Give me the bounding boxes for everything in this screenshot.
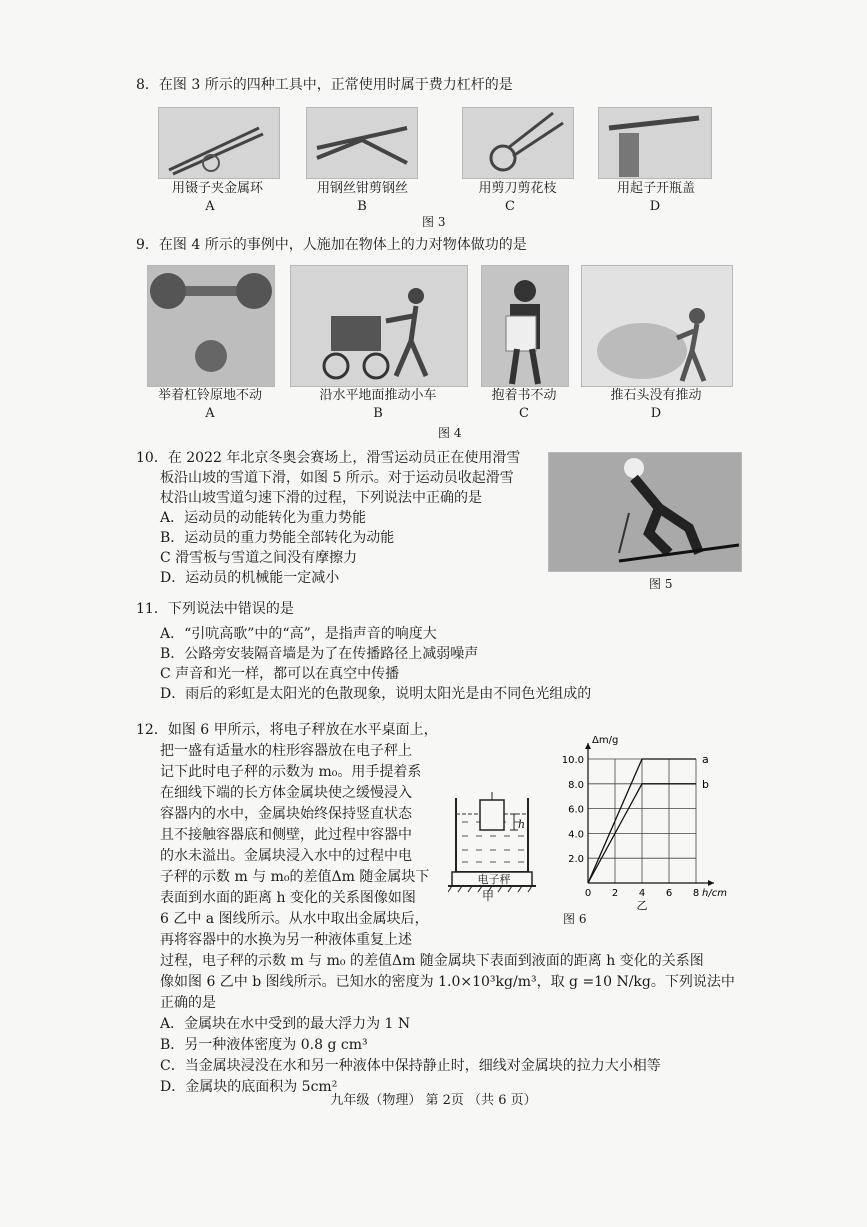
q8-letter-c: C	[505, 199, 515, 214]
q12-line-4: 在细线下端的长方体金属块使之缓慢浸入	[160, 785, 412, 801]
tweezers-icon	[158, 107, 280, 179]
scissors-icon	[462, 107, 574, 179]
q12-line-7: 的水未溢出。金属块浸入水中的过程中电	[160, 848, 412, 864]
q12-line-3: 记下此时电子秤的示数为 m₀。用手提着系	[160, 764, 422, 780]
q10-line-3: 杖沿山坡雪道匀速下滑的过程，下列说法中正确的是	[160, 490, 482, 506]
q8-letter-a: A	[205, 199, 215, 214]
q10-option-c: C 滑雪板与雪道之间没有摩擦力	[160, 550, 358, 566]
q8-letter-b: B	[357, 199, 367, 214]
q12-line-2: 把一盛有适量水的柱形容器放在电子秤上	[160, 743, 412, 759]
fig5-label: 图 5	[649, 577, 673, 591]
q12-line-5: 容器内的水中，金属块始终保持竖直状态	[160, 806, 412, 822]
y-tick-label: 2.0	[568, 854, 584, 866]
q10-line-2: 板沿山坡的雪道下滑，如图 5 所示。对于运动员收起滑雪	[160, 470, 514, 486]
q9-letter-a: A	[205, 406, 215, 421]
barbell-photo-icon	[147, 265, 275, 387]
y-tick-label: 4.0	[568, 829, 584, 841]
q9-letter-b: B	[373, 406, 383, 421]
q9-caption-a: 举着杠铃原地不动	[157, 388, 262, 403]
x-axis-arrow	[708, 880, 714, 886]
fig4-label: 图 4	[438, 426, 462, 440]
q12-line-9: 表面到水面的距离 h 变化的关系图像如图	[160, 890, 416, 906]
h-label: h	[518, 818, 526, 831]
chart-caption: 乙	[636, 899, 648, 910]
bottle-opener-icon	[598, 107, 712, 179]
y-tick-label: 6.0	[568, 804, 584, 816]
q8-caption-b: 用钢丝钳剪钢丝	[316, 181, 408, 196]
y-axis-arrow	[585, 743, 591, 749]
y-axis-label: Δm/g	[592, 735, 619, 746]
q9-letter-d: D	[650, 406, 662, 421]
q12-option-b: B．另一种液体密度为 0.8 g cm³	[160, 1037, 368, 1053]
stroller-photo-icon	[290, 265, 468, 387]
x-tick-label: 8	[692, 888, 700, 899]
q12-option-c: C．当金属块浸没在水和另一种液体中保持静止时，细线对金属块的拉力大小相等	[160, 1058, 661, 1074]
skier-photo-icon	[548, 452, 742, 572]
q11-option-a: A．“引吭高歌”中的“高”，是指声音的响度大	[160, 626, 437, 642]
fig6-label: 图 6	[563, 912, 587, 926]
q9-stem: 9．在图 4 所示的事例中，人施加在物体上的力对物体做功的是	[136, 237, 527, 253]
pushing-rock-photo-icon	[581, 265, 733, 387]
page-footer: 九年级（物理） 第 2页 （共 6 页）	[330, 1093, 537, 1108]
x-tick-label: 6	[665, 888, 673, 899]
y-tick-label: 10.0	[561, 755, 584, 766]
apparatus-caption: 甲	[482, 889, 495, 903]
q8-caption-d: 用起子开瓶盖	[616, 181, 695, 196]
pliers-icon	[306, 107, 418, 179]
q10-line-1: 10．在 2022 年北京冬奥会赛场上，滑雪运动员正在使用滑雪	[136, 450, 521, 466]
q12-wide-line-3: 正确的是	[160, 995, 216, 1011]
q12-option-d: D．金属块的底面积为 5cm²	[160, 1079, 338, 1095]
fig3-label: 图 3	[422, 215, 446, 229]
q8-stem: 8．在图 3 所示的四种工具中，正常使用时属于费力杠杆的是	[136, 77, 513, 93]
q9-caption-b: 沿水平地面推动小车	[319, 388, 437, 403]
q12-line-11: 再将容器中的水换为另一种液体重复上述	[160, 932, 412, 948]
q12-option-a: A．金属块在水中受到的最大浮力为 1 N	[160, 1016, 411, 1032]
delta-m-vs-h-chart	[550, 730, 730, 910]
q12-line-10: 6 乙中 a 图线所示。从水中取出金属块后，	[160, 911, 429, 927]
q8-caption-c: 用剪刀剪花枝	[478, 181, 557, 196]
q8-letter-d: D	[649, 199, 661, 214]
q10-option-d: D．运动员的机械能一定减小	[160, 570, 340, 586]
q11-option-c: C 声音和光一样，都可以在真空中传播	[160, 666, 400, 682]
x-tick-label: 0	[584, 888, 592, 899]
holding-books-photo-icon	[481, 265, 569, 387]
y-tick-label: 8.0	[568, 779, 584, 791]
q12-line-8: 子秤的示数 m 与 m₀的差值Δm 随金属块下	[160, 869, 430, 885]
q10-option-a: A．运动员的动能转化为重力势能	[160, 510, 367, 526]
q12-line-1: 12．如图 6 甲所示，将电子秤放在水平桌面上，	[136, 722, 438, 738]
x-tick-label: 2	[611, 888, 619, 899]
series-label-a: a	[702, 753, 709, 766]
q9-letter-c: C	[519, 406, 529, 421]
q12-line-6: 且不接触容器底和侧壁，此过程中容器中	[160, 827, 412, 843]
q11-option-d: D．雨后的彩虹是太阳光的色散现象，说明太阳光是由不同色光组成的	[160, 686, 592, 702]
series-label-b: b	[702, 777, 709, 791]
q12-wide-line-2: 像如图 6 乙中 b 图线所示。已知水的密度为 1.0×10³kg/m³，取 g =10 N/kg。下列说法中	[160, 974, 735, 990]
x-axis-label: h/cm	[702, 888, 727, 899]
q11-stem: 11．下列说法中错误的是	[136, 601, 294, 617]
q8-caption-a: 用镊子夹金属环	[171, 181, 263, 196]
q11-option-b: B．公路旁安装隔音墙是为了在传播路径上减弱噪声	[160, 646, 479, 662]
q10-option-b: B．运动员的重力势能全部转化为动能	[160, 530, 395, 546]
q9-caption-c: 抱着书不动	[491, 388, 557, 403]
scale-label: 电子秤	[477, 873, 511, 886]
x-tick-label: 4	[638, 888, 646, 899]
q12-wide-line-1: 过程，电子秤的示数 m 与 m₀ 的差值Δm 随金属块下表面到液面的距离 h 变化的关系图	[160, 953, 704, 969]
q9-caption-d: 推石头没有推动	[610, 388, 702, 403]
